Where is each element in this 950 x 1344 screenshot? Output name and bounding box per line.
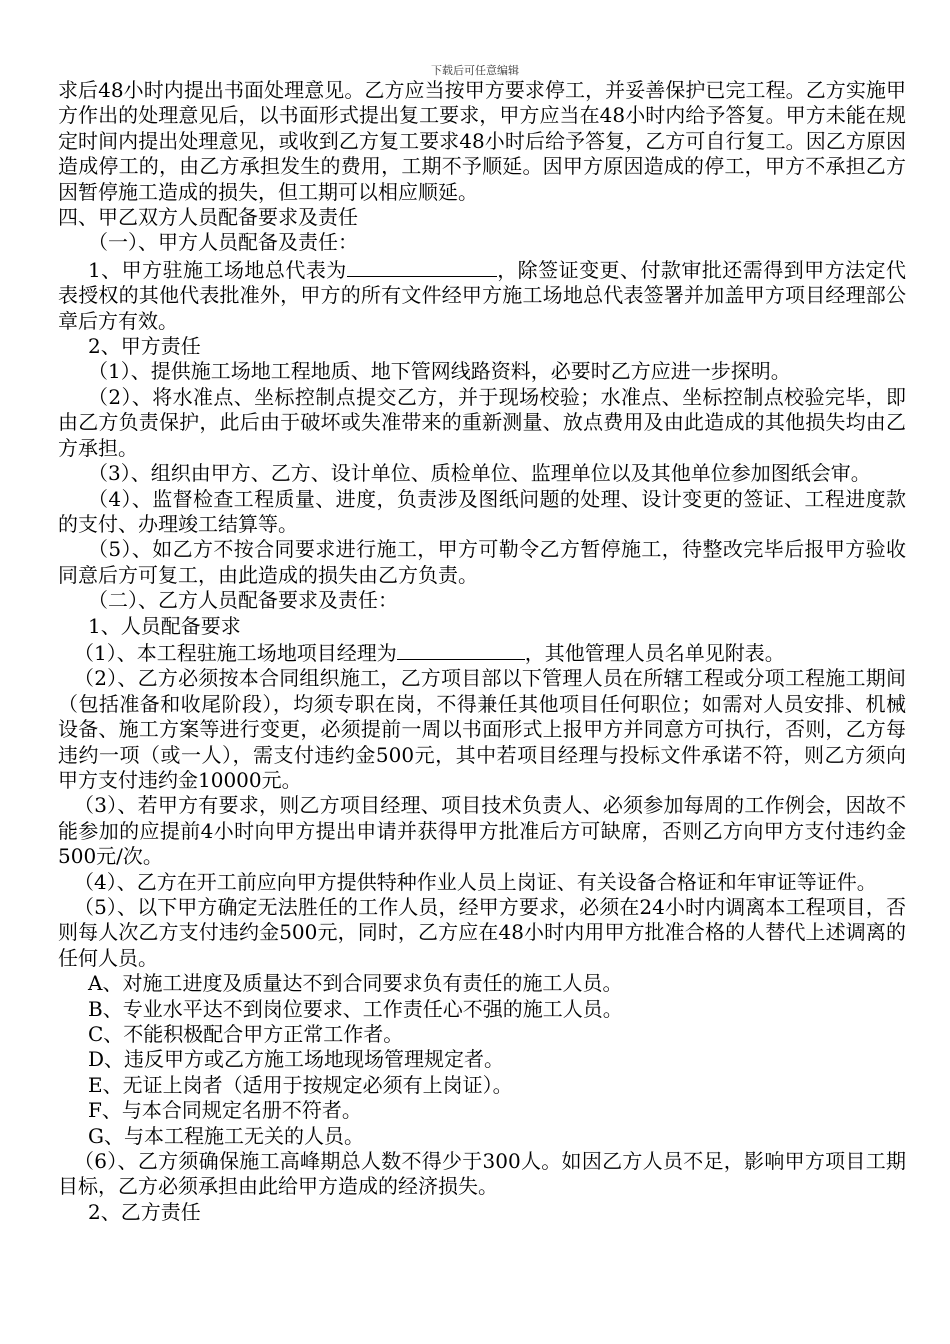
staffing-req-3: （3）、若甲方有要求，则乙方项目经理、项目技术负责人、必须参加每周的工作例会，因故不能参加的应提前4小时向甲方提出申请并获得甲方批准后方可缺席，否则乙方向甲方支付违约金500元/次。: [58, 793, 906, 869]
list-item-e: E、无证上岗者（适用于按规定必须有上岗证）。: [88, 1072, 513, 1097]
rep-text: ，除签证变更、付款审批还需得到甲方法定代表授权的其他代表批准外，甲方的所有文件经甲方施工场地总代表签署并加盖甲方项目经理部公章后方有效。: [58, 257, 907, 333]
party-a-duty-2: （2）、将水准点、坐标控制点提交乙方，并于现场校验；水准点、坐标控制点校验完毕，即由乙方负责保护，此后由于破坏或失准带来的重新测量、放点费用及由此造成的其他损失均由乙方承担。: [58, 384, 906, 460]
party-b-duty-heading: 2、乙方责任: [88, 1199, 201, 1224]
pm-label: （1）、本工程驻施工场地项目经理为: [74, 640, 397, 665]
list-item-c: C、不能积极配合甲方正常工作者。: [88, 1022, 404, 1047]
staffing-req-2: （2）、乙方必须按本合同组织施工，乙方项目部以下管理人员在所辖工程或分项工程施工期间（包括准备和收尾阶段），均须专职在岗，不得兼任其他项目任何职位；如需对人员安排、机械设备、施工方案等进行变更，必须提前一周以书面形式上报甲方并同意方可执行，否则，乙方每违约一项（或一人），需支付违约金500元，其中若项目经理与投标文件承诺不符，则乙方须向甲方支付违约金10000元。: [58, 666, 906, 792]
rep-blank-field: [347, 256, 497, 277]
list-item-b: B、专业水平达不到岗位要求、工作责任心不强的施工人员。: [88, 996, 623, 1021]
list-item-a: A、对施工进度及质量达不到合同要求负有责任的施工人员。: [88, 971, 623, 996]
staffing-req-1: [58, 639, 906, 666]
pm-blank-field: [397, 639, 525, 660]
pm-text: ，其他管理人员名单见附表。: [524, 640, 785, 665]
paragraph-stop-work: 求后48小时内提出书面处理意见。乙方应当按甲方要求停工，并妥善保护已完工程。乙方实施甲方作出的处理意见后，以书面形式提出复工要求，甲方应当在48小时内给予答复。甲方未能在规定时间内提出处理意见，或收到乙方复工要求48小时后给予答复，乙方可自行复工。因乙方原因造成停工的，由乙方承担发生的费用，工期不予顺延。因甲方原因造成的停工，甲方不承担乙方因暂停施工造成的损失，但工期可以相应顺延。: [58, 78, 906, 204]
staffing-req-6: （6）、乙方须确保施工高峰期总人数不得少于300人。如因乙方人员不足，影响甲方项目工期目标，乙方必须承担由此给甲方造成的经济损失。: [58, 1149, 906, 1199]
party-a-duty-5: （5）、如乙方不按合同要求进行施工，甲方可勒令乙方暂停施工，待整改完毕后报甲方验收同意后方可复工，由此造成的损失由乙方负责。: [58, 537, 906, 587]
subsection-party-a-heading: （一）、甲方人员配备及责任：: [88, 230, 358, 255]
staffing-req-5: （5）、以下甲方确定无法胜任的工作人员，经甲方要求，必须在24小时内调离本工程项目，否则每人次乙方支付违约金500元，同时，乙方应在48小时内用甲方批准合格的人替代上述调离的任何人员。: [58, 895, 906, 970]
document-body: [58, 78, 906, 1225]
list-item-g: G、与本工程施工无关的人员。: [88, 1123, 364, 1148]
rep-label: 1、甲方驻施工场地总代表为: [88, 257, 347, 282]
party-a-duty-3: （3）、组织由甲方、乙方、设计单位、质检单位、监理单位以及其他单位参加图纸会审。: [88, 461, 871, 486]
staffing-req-4: （4）、乙方在开工前应向甲方提供特种作业人员上岗证、有关设备合格证和年审证等证件。: [74, 869, 877, 894]
staffing-requirements-heading: 1、人员配备要求: [88, 613, 241, 638]
subsection-party-b-heading: （二）、乙方人员配备要求及责任：: [88, 588, 398, 613]
page-header-note: 下载后可任意编辑: [431, 64, 519, 77]
party-a-duty-heading: 2、甲方责任: [88, 334, 201, 359]
party-a-duty-4: （4）、监督检查工程质量、进度，负责涉及图纸问题的处理、设计变更的签证、工程进度款的支付、办理竣工结算等。: [58, 486, 906, 536]
paragraph-party-a-representative: [58, 256, 906, 334]
party-a-duty-1: （1）、提供施工场地工程地质、地下管网线路资料，必要时乙方应进一步探明。: [88, 359, 791, 384]
list-item-f: F、与本合同规定名册不符者。: [88, 1098, 362, 1123]
list-item-d: D、违反甲方或乙方施工场地现场管理规定者。: [88, 1047, 505, 1072]
section-heading-4: 四、甲乙双方人员配备要求及责任: [58, 205, 358, 230]
